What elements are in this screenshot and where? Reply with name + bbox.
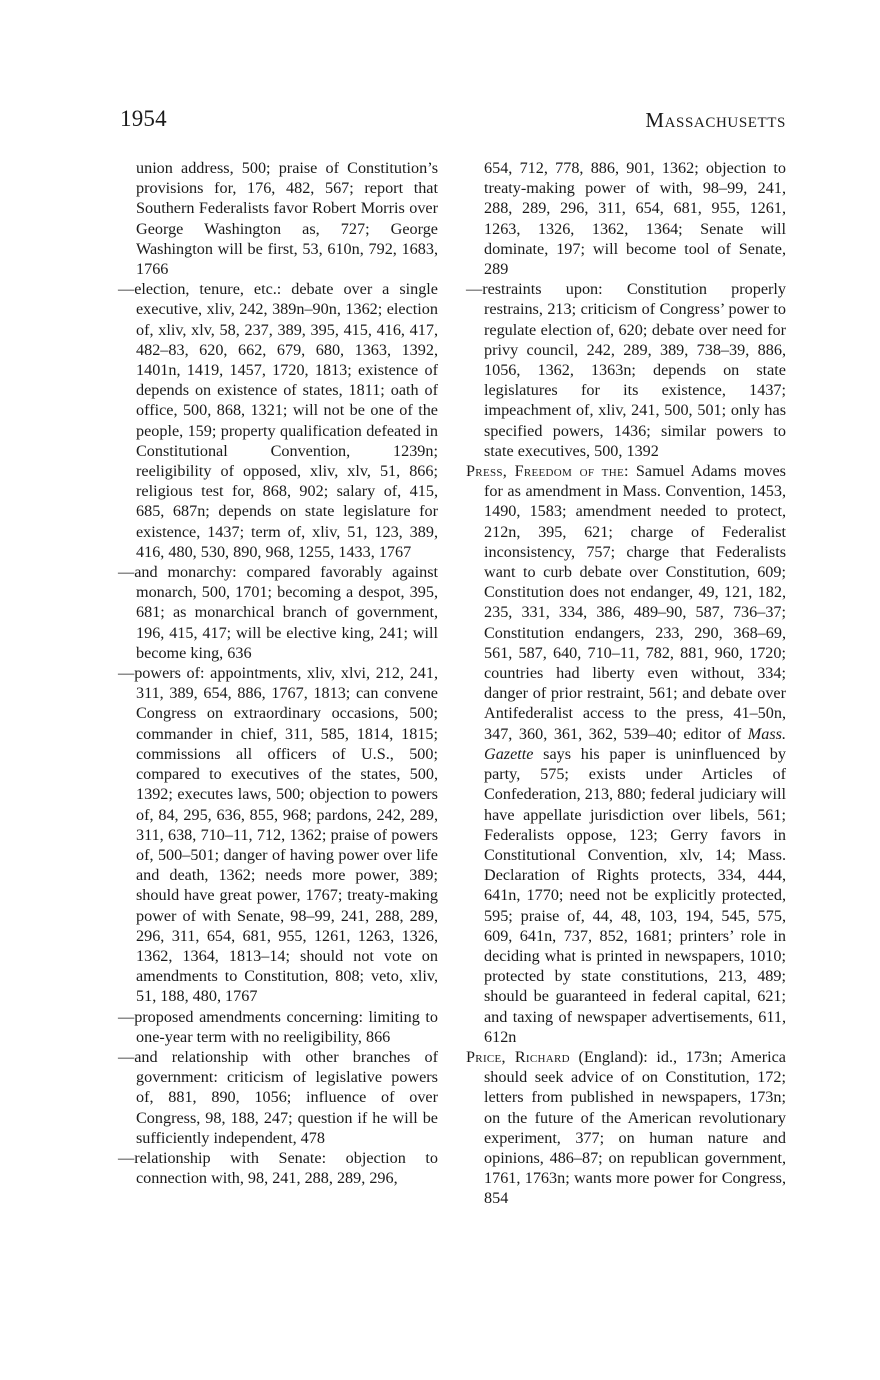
- index-headword: Press, Freedom of the:: [466, 462, 629, 481]
- index-entry-continuation: union address, 500; praise of Constitution’s provisions for, 176, 482, 567; report that Southern Federalists favor Robert Morris over George Washington as, 727; George Washington will be first, 53, 610n, 792, 1683, 1766: [136, 159, 438, 279]
- page-number: 1954: [120, 106, 167, 131]
- index-subentry-relationship-branches: —and relationship with other branches of government: criticism of legislative powers of, 881, 890, 1056; influence of over Congress, 98, 188, 247; question if he will be sufficiently independent, 478: [118, 1047, 438, 1147]
- index-subentry-powers: —powers of: appointments, xliv, xlvi, 212, 241, 311, 389, 654, 886, 1767, 1813; can convene Congress on extraordinary occasions, 500; commander in chief, 311, 585, 1814, 1815; commissions all officers of U.S., 500; compared to executives of the states, 500, 1392; executes laws, 500; objection to powers of, 84, 295, 636, 855, 968; pardons, 242, 289, 311, 638, 710–11, 712, 1362; praise of powers of, 500–501; danger of having power over life and death, 1362; needs more power, 389; should have great power, 1767; treaty-making power of with Senate, 98–99, 241, 288, 289, 296, 311, 654, 681, 955, 1261, 1263, 1326, 1362, 1364, 1813–14; should not vote on amendments to Constitution, 808; veto, xliv, 51, 188, 480, 1767: [118, 664, 438, 1006]
- index-headword: Price, Richard: [466, 1047, 570, 1066]
- newspaper-title: Mass. Gazette: [484, 724, 786, 763]
- index-entry-press-freedom: [466, 461, 786, 1047]
- left-column: [118, 158, 438, 1188]
- index-subentry-proposed-amendments: —proposed amendments concerning: limiting to one-year term with no reeligibility, 866: [118, 1007, 438, 1046]
- index-entry-text: Samuel Adams moves for as amendment in Mass. Convention, 1453, 1490, 1583; amendment needed to protect, 212n, 395, 621; charge of Federalist inconsistency, 757; charge that Federalists want to curb debate over Constitution, 609; Constitution does not endanger, 49, 121, 182, 235, 331, 334, 386, 489–90, 587, 736–37; Constitution endangers, 233, 290, 368–69, 561, 587, 640, 710–11, 782, 881, 960, 1720; countries had liberty even without, 334; danger of prior restraint, 561; and debate over Antifederalist access to the press, 41–50n, 347, 360, 361, 362, 539–40; editor of: [484, 462, 786, 743]
- running-head: [120, 106, 786, 138]
- index-subentry-monarchy: —and monarchy: compared favorably against monarch, 500, 1701; becoming a despot, 395, 681; as monarchical branch of government, 196, 415, 417; will be elective king, 241; will become king, 636: [118, 563, 438, 662]
- index-entry-price-richard: [466, 1047, 786, 1209]
- right-column: [466, 158, 786, 1209]
- running-title: Massachusetts: [645, 108, 786, 132]
- index-entry-text: says his paper is uninfluenced by party, 575; exists under Articles of Confederation, 213, 880; federal judiciary will have appellate jurisdiction over libels, 561; Federalists oppose, 123; Gerry favors in Constitutional Convention, xlv, 14; Mass. Declaration of Rights protects, 334, 444, 641n, 1770; need not be explicitly protected, 595; praise of, 44, 48, 103, 194, 545, 575, 609, 641n, 737, 852, 1681; printers’ role in deciding what is printed in newspapers, 1010; protected by state constitutions, 213, 489; should be guaranteed in federal capital, 621; and taxing of newspaper advertisements, 611, 612n: [484, 744, 786, 1046]
- index-subentry-restraints: —restraints upon: Constitution properly restrains, 213; criticism of Congress’ power to regulate election of, 620; debate over need for privy council, 242, 289, 389, 738–39, 886, 1056, 1362, 1363n; depends on state legislatures for its existence, 1437; impeachment of, xliv, 241, 500, 501; only has specified powers, 1436; similar powers to state executives, 500, 1392: [466, 280, 786, 460]
- index-entry-text: (England): id., 173n; America should seek advice of on Constitution, 172; letters from published in newspapers, 173n; on the future of the American revolutionary experiment, 377; on human nature and opinions, 486–87; on republican government, 1761, 1763n; wants more power for Congress, 854: [484, 1047, 786, 1208]
- index-entry-continuation: 654, 712, 778, 886, 901, 1362; objection to treaty-making power of with, 98–99, 241, 288, 289, 296, 311, 654, 681, 955, 1261, 1263, 1326, 1362, 1364; Senate will dominate, 197; will become tool of Senate, 289: [484, 159, 786, 279]
- index-subentry-relationship-senate: —relationship with Senate: objection to connection with, 98, 241, 288, 289, 296,: [118, 1148, 438, 1188]
- index-subentry-election-tenure: —election, tenure, etc.: debate over a single executive, xliv, 242, 389n–90n, 1362; election of, xliv, xlv, 58, 237, 389, 395, 415, 416, 417, 482–83, 620, 662, 679, 680, 1363, 1392, 1401n, 1419, 1457, 1720, 1813; existence of depends on existence of states, 1811; oath of office, 500, 868, 1321; will not be one of the people, 159; property qualification defeated in Constitutional Convention, 1239n; reeligibility of opposed, xliv, xlv, 51, 866; religious test for, 868, 902; salary of, 415, 685, 687n; depends on state legislature for existence, 1437; term of, xliv, 51, 123, 389, 416, 480, 530, 890, 968, 1255, 1433, 1767: [118, 280, 438, 561]
